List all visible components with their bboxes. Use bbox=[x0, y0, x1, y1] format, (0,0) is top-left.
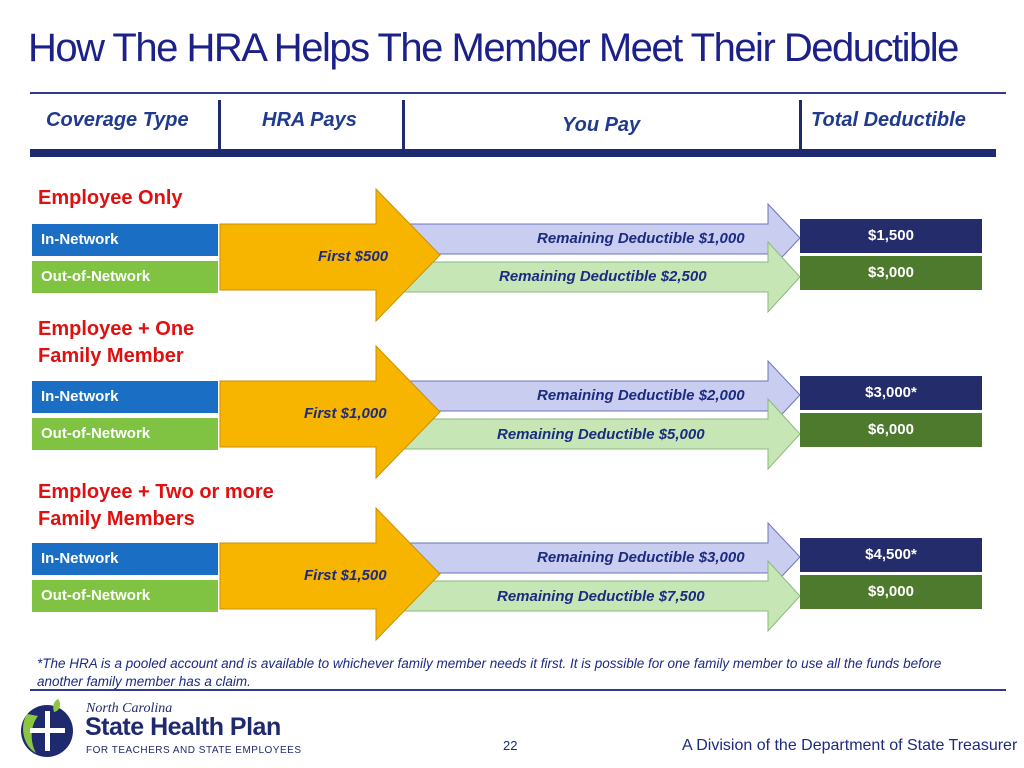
group-title-employee-plus-one: Employee + One Family Member bbox=[38, 318, 195, 367]
hra-pays-text: First $500 bbox=[318, 248, 389, 265]
out-of-network-label: Out-of-Network bbox=[32, 418, 218, 450]
hra-pays-text: First $1,000 bbox=[304, 405, 387, 422]
in-network-total: $4,500* bbox=[800, 538, 982, 572]
in-network-total: $3,000* bbox=[800, 376, 982, 410]
out-of-network-label: Out-of-Network bbox=[32, 580, 218, 612]
logo-state-text: North Carolina bbox=[86, 701, 173, 716]
footer-divider bbox=[30, 689, 1006, 691]
out-of-network-remaining-text: Remaining Deductible $5,000 bbox=[497, 426, 705, 443]
in-network-label: In-Network bbox=[32, 543, 218, 575]
in-network-label: In-Network bbox=[32, 381, 218, 413]
footnote: *The HRA is a pooled account and is available to whichever family member needs it first. It is possible for one family member to use all the funds before another family member has a claim. bbox=[37, 656, 942, 689]
division-text: A Division of the Department of State Treasurer bbox=[682, 737, 1018, 754]
header-coverage-type: Coverage Type bbox=[46, 109, 189, 131]
in-network-remaining-text: Remaining Deductible $1,000 bbox=[537, 230, 745, 247]
in-network-remaining-text: Remaining Deductible $3,000 bbox=[537, 549, 745, 566]
out-of-network-total: $9,000 bbox=[800, 575, 982, 609]
page-number: 22 bbox=[503, 738, 518, 753]
in-network-total: $1,500 bbox=[800, 219, 982, 253]
in-network-remaining-text: Remaining Deductible $2,000 bbox=[537, 387, 745, 404]
page-title: How The HRA Helps The Member Meet Their Deductible bbox=[28, 26, 958, 70]
logo-subtitle-text: FOR TEACHERS AND STATE EMPLOYEES bbox=[86, 745, 302, 756]
header-total-deductible: Total Deductible bbox=[811, 109, 966, 131]
header-you-pay: You Pay bbox=[562, 114, 641, 136]
out-of-network-total: $3,000 bbox=[800, 256, 982, 290]
logo-name-text: State Health Plan bbox=[85, 713, 281, 741]
in-network-label: In-Network bbox=[32, 224, 218, 256]
group-title-employee-only: Employee Only bbox=[38, 187, 183, 209]
out-of-network-total: $6,000 bbox=[800, 413, 982, 447]
hra-pays-text: First $1,500 bbox=[304, 567, 387, 584]
out-of-network-remaining-text: Remaining Deductible $2,500 bbox=[499, 268, 707, 285]
group-title-employee-plus-two: Employee + Two or more Family Members bbox=[38, 481, 274, 530]
out-of-network-label: Out-of-Network bbox=[32, 261, 218, 293]
state-health-plan-logo-icon bbox=[21, 699, 73, 757]
out-of-network-remaining-text: Remaining Deductible $7,500 bbox=[497, 588, 705, 605]
header-hra-pays: HRA Pays bbox=[262, 109, 357, 131]
